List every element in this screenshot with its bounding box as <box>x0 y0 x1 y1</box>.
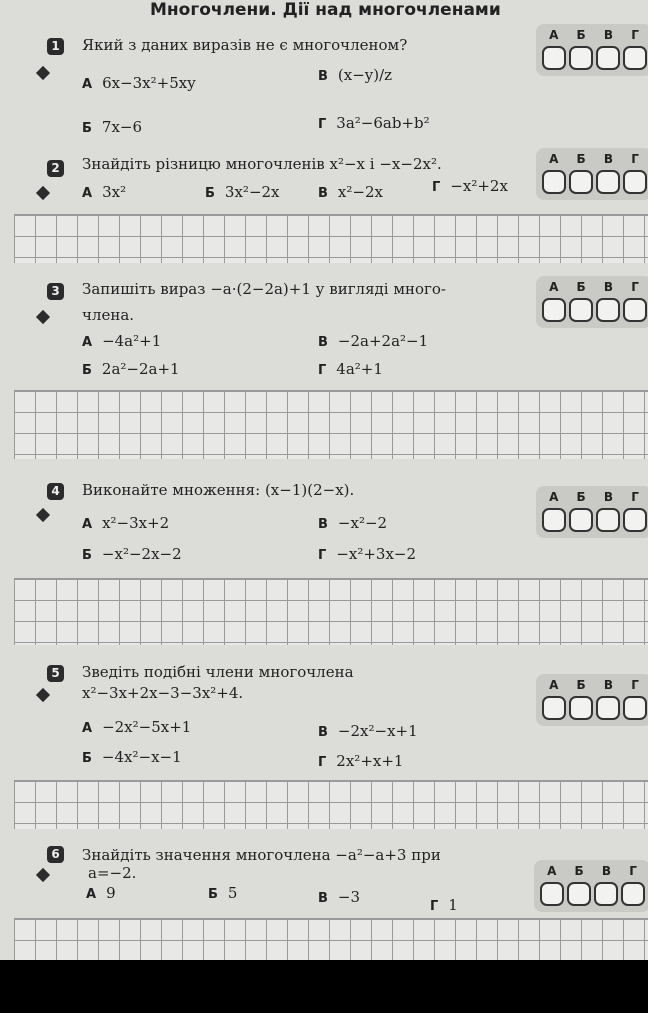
option-v[interactable]: В −2x²−x+1 <box>318 722 418 740</box>
option-a[interactable]: А −4a²+1 <box>82 332 162 350</box>
answer-cell-g[interactable] <box>623 298 647 322</box>
option-g[interactable]: Г 3a²−6ab+b² <box>318 114 430 132</box>
option-b[interactable]: Б −4x²−x−1 <box>82 748 182 766</box>
answer-cell-b[interactable] <box>569 298 593 322</box>
diamond-marker-icon <box>36 310 50 324</box>
task-number: 3 <box>47 283 64 300</box>
answer-cell-b[interactable] <box>569 508 593 532</box>
option-b[interactable]: Б 3x²−2x <box>205 183 280 201</box>
answer-cell-g[interactable] <box>623 170 647 194</box>
diamond-marker-icon <box>36 868 50 882</box>
answer-cell-v[interactable] <box>594 882 618 906</box>
workspace-grid[interactable] <box>14 578 648 645</box>
answer-cell-a[interactable] <box>540 882 564 906</box>
question-text-line-1: Знайдіть значення многочлена −a²−a+3 при <box>82 846 441 864</box>
answer-cell-v[interactable] <box>596 170 620 194</box>
workspace-grid[interactable] <box>14 390 648 459</box>
option-g[interactable]: Г −x²+2x <box>432 177 508 195</box>
workspace-grid[interactable] <box>14 918 648 960</box>
task-number: 1 <box>47 38 64 55</box>
option-v[interactable]: В −2a+2a²−1 <box>318 332 429 350</box>
workspace-grid[interactable] <box>14 214 648 263</box>
option-b[interactable]: Б −x²−2x−2 <box>82 545 182 563</box>
question-text-line-1: Зведіть подібні члени многочлена <box>82 663 354 681</box>
page-title: Многочлени. Дії над многочленами <box>150 0 501 20</box>
diamond-marker-icon <box>36 508 50 522</box>
option-b[interactable]: Б 2a²−2a+1 <box>82 360 180 378</box>
option-b[interactable]: Б 7x−6 <box>82 118 143 136</box>
option-v[interactable]: В −x²−2 <box>318 514 388 532</box>
question-text: Виконайте множення: (x−1)(2−x). <box>82 481 355 499</box>
answer-cell-g[interactable] <box>623 46 647 70</box>
option-g[interactable]: Г 2x²+x+1 <box>318 752 404 770</box>
question-text-line-2: x²−3x+2x−3−3x²+4. <box>82 684 244 702</box>
answer-cell-b[interactable] <box>569 46 593 70</box>
option-g[interactable]: Г 4a²+1 <box>318 360 383 378</box>
question-text-line-1: Запишіть вираз −a·(2−2a)+1 у вигляді много- <box>82 280 446 298</box>
answer-cell-v[interactable] <box>596 298 620 322</box>
answer-box: А Б В Г <box>536 276 648 328</box>
option-g[interactable]: Г −x²+3x−2 <box>318 545 417 563</box>
answer-cell-v[interactable] <box>596 46 620 70</box>
answer-box: А Б В Г <box>536 148 648 200</box>
option-a[interactable]: А 3x² <box>82 183 127 201</box>
option-a[interactable]: А 6x−3x²+5xy <box>82 74 196 92</box>
option-a[interactable]: А −2x²−5x+1 <box>82 718 192 736</box>
workspace-grid[interactable] <box>14 780 648 829</box>
diamond-marker-icon <box>36 66 50 80</box>
option-v[interactable]: В −3 <box>318 888 361 906</box>
question-text: Знайдіть різницю многочленів x²−x і −x−2x². <box>82 155 442 173</box>
option-v[interactable]: В (x−y)/z <box>318 66 393 84</box>
answer-cell-g[interactable] <box>623 508 647 532</box>
answer-cell-b[interactable] <box>569 170 593 194</box>
task-number: 5 <box>47 665 64 682</box>
diamond-marker-icon <box>36 186 50 200</box>
answer-cell-a[interactable] <box>542 298 566 322</box>
answer-cell-a[interactable] <box>542 170 566 194</box>
answer-box: А Б В Г <box>536 24 648 76</box>
answer-cell-v[interactable] <box>596 508 620 532</box>
answer-cell-a[interactable] <box>542 46 566 70</box>
answer-cell-b[interactable] <box>567 882 591 906</box>
task-number: 2 <box>47 160 64 177</box>
answer-cell-a[interactable] <box>542 508 566 532</box>
answer-cell-v[interactable] <box>596 696 620 720</box>
answer-cell-g[interactable] <box>621 882 645 906</box>
question-text-line-2: a=−2. <box>88 864 137 882</box>
option-a[interactable]: А 9 <box>86 884 116 902</box>
option-a[interactable]: А x²−3x+2 <box>82 514 170 532</box>
diamond-marker-icon <box>36 688 50 702</box>
question-text-line-2: члена. <box>82 306 135 324</box>
answer-box: А Б В Г <box>534 860 648 912</box>
question-text: Який з даних виразів не є многочленом? <box>82 36 408 54</box>
answer-box: А Б В Г <box>536 674 648 726</box>
answer-cell-g[interactable] <box>623 696 647 720</box>
option-v[interactable]: В x²−2x <box>318 183 383 201</box>
task-number: 6 <box>47 846 64 863</box>
task-number: 4 <box>47 483 64 500</box>
option-b[interactable]: Б 5 <box>208 884 238 902</box>
answer-box: А Б В Г <box>536 486 648 538</box>
option-g[interactable]: Г 1 <box>430 896 458 914</box>
answer-cell-a[interactable] <box>542 696 566 720</box>
answer-cell-b[interactable] <box>569 696 593 720</box>
